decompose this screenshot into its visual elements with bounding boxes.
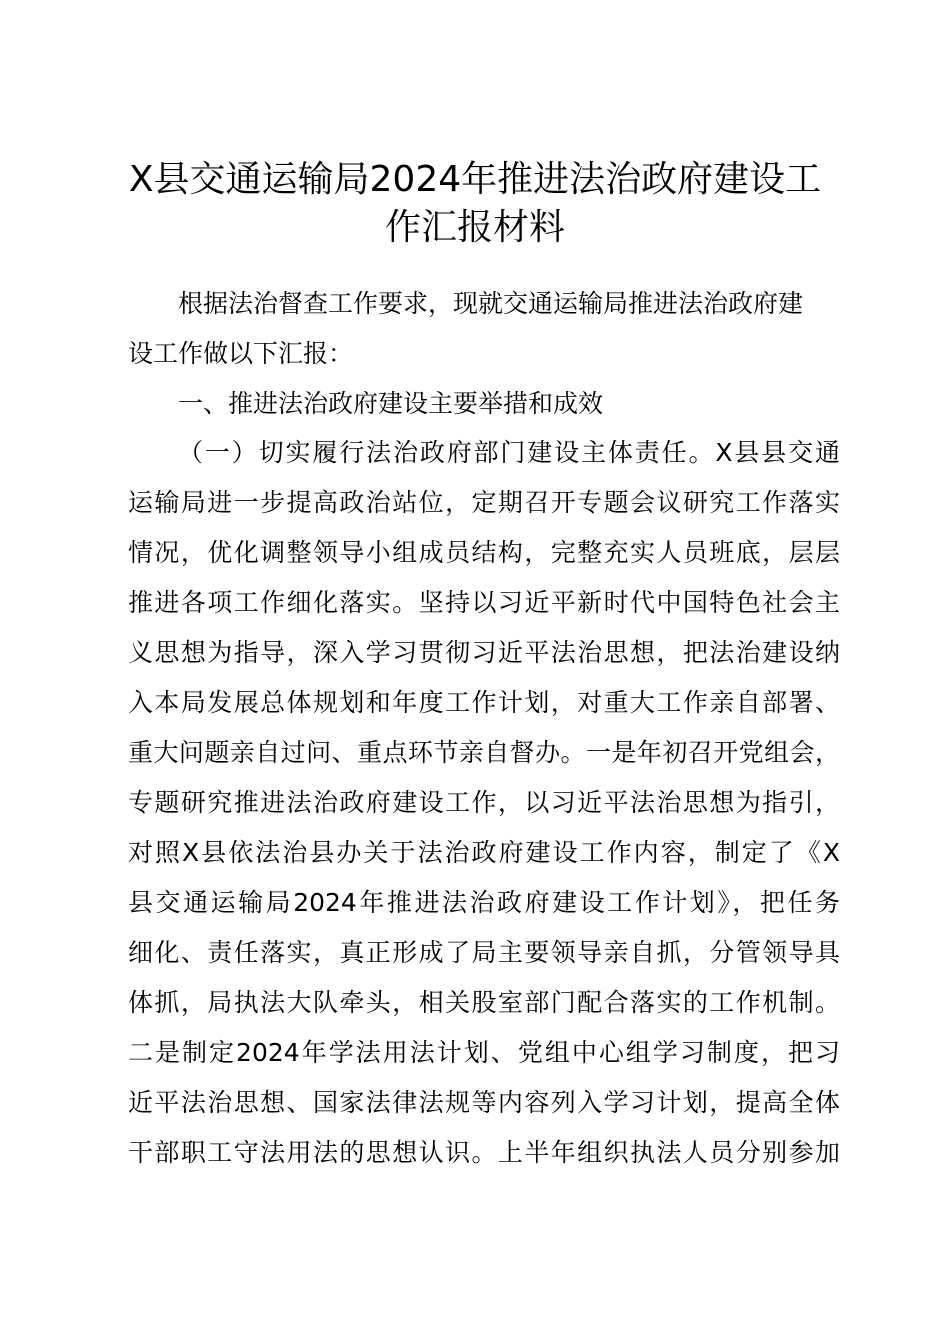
paragraph-line: 重大问题亲自过问、重点环节亲自督办。一是年初召开党组会， <box>128 738 840 767</box>
paragraph-line: 对照X县依法治县办关于法治政府建设工作内容，制定了《X <box>128 838 840 867</box>
paragraph-line: 近平法治思想、国家法律法规等内容列入学习计划，提高全体 <box>128 1088 840 1117</box>
paragraph-line: 推进各项工作细化落实。坚持以习近平新时代中国特色社会主 <box>128 588 840 617</box>
paragraph-line: 情况，优化调整领导小组成员结构，完整充实人员班底，层层 <box>128 538 840 567</box>
paragraph-line: （一）切实履行法治政府部门建设主体责任。X县县交通 <box>178 438 840 467</box>
paragraph-line: 义思想为指导，深入学习贯彻习近平法治思想，把法治建设纳 <box>128 638 840 667</box>
paragraph-line: 干部职工守法用法的思想认识。上半年组织执法人员分别参加 <box>128 1138 840 1167</box>
paragraph-line: 运输局进一步提高政治站位，定期召开专题会议研究工作落实 <box>128 488 840 517</box>
document-title-line-2: 作汇报材料 <box>384 207 565 248</box>
paragraph-line: 细化、责任落实，真正形成了局主要领导亲自抓，分管领导具 <box>128 938 840 967</box>
section-heading: 一、推进法治政府建设主要举措和成效 <box>178 389 604 418</box>
paragraph-line: 二是制定2024年学法用法计划、党组中心组学习制度，把习 <box>128 1038 840 1067</box>
paragraph-line: 入本局发展总体规划和年度工作计划，对重大工作亲自部署、 <box>128 688 840 717</box>
intro-line-1: 根据法治督查工作要求，现就交通运输局推进法治政府建 <box>178 289 804 318</box>
paragraph-line: 体抓，局执法大队牵头，相关股室部门配合落实的工作机制。 <box>128 988 840 1017</box>
paragraph-line: 专题研究推进法治政府建设工作，以习近平法治思想为指引， <box>128 788 840 817</box>
document-title-line-1: X县交通运输局2024年推进法治政府建设工 <box>128 159 822 200</box>
paragraph-line: 县交通运输局2024年推进法治政府建设工作计划》，把任务 <box>128 888 840 917</box>
intro-line-2: 设工作做以下汇报： <box>128 339 354 368</box>
